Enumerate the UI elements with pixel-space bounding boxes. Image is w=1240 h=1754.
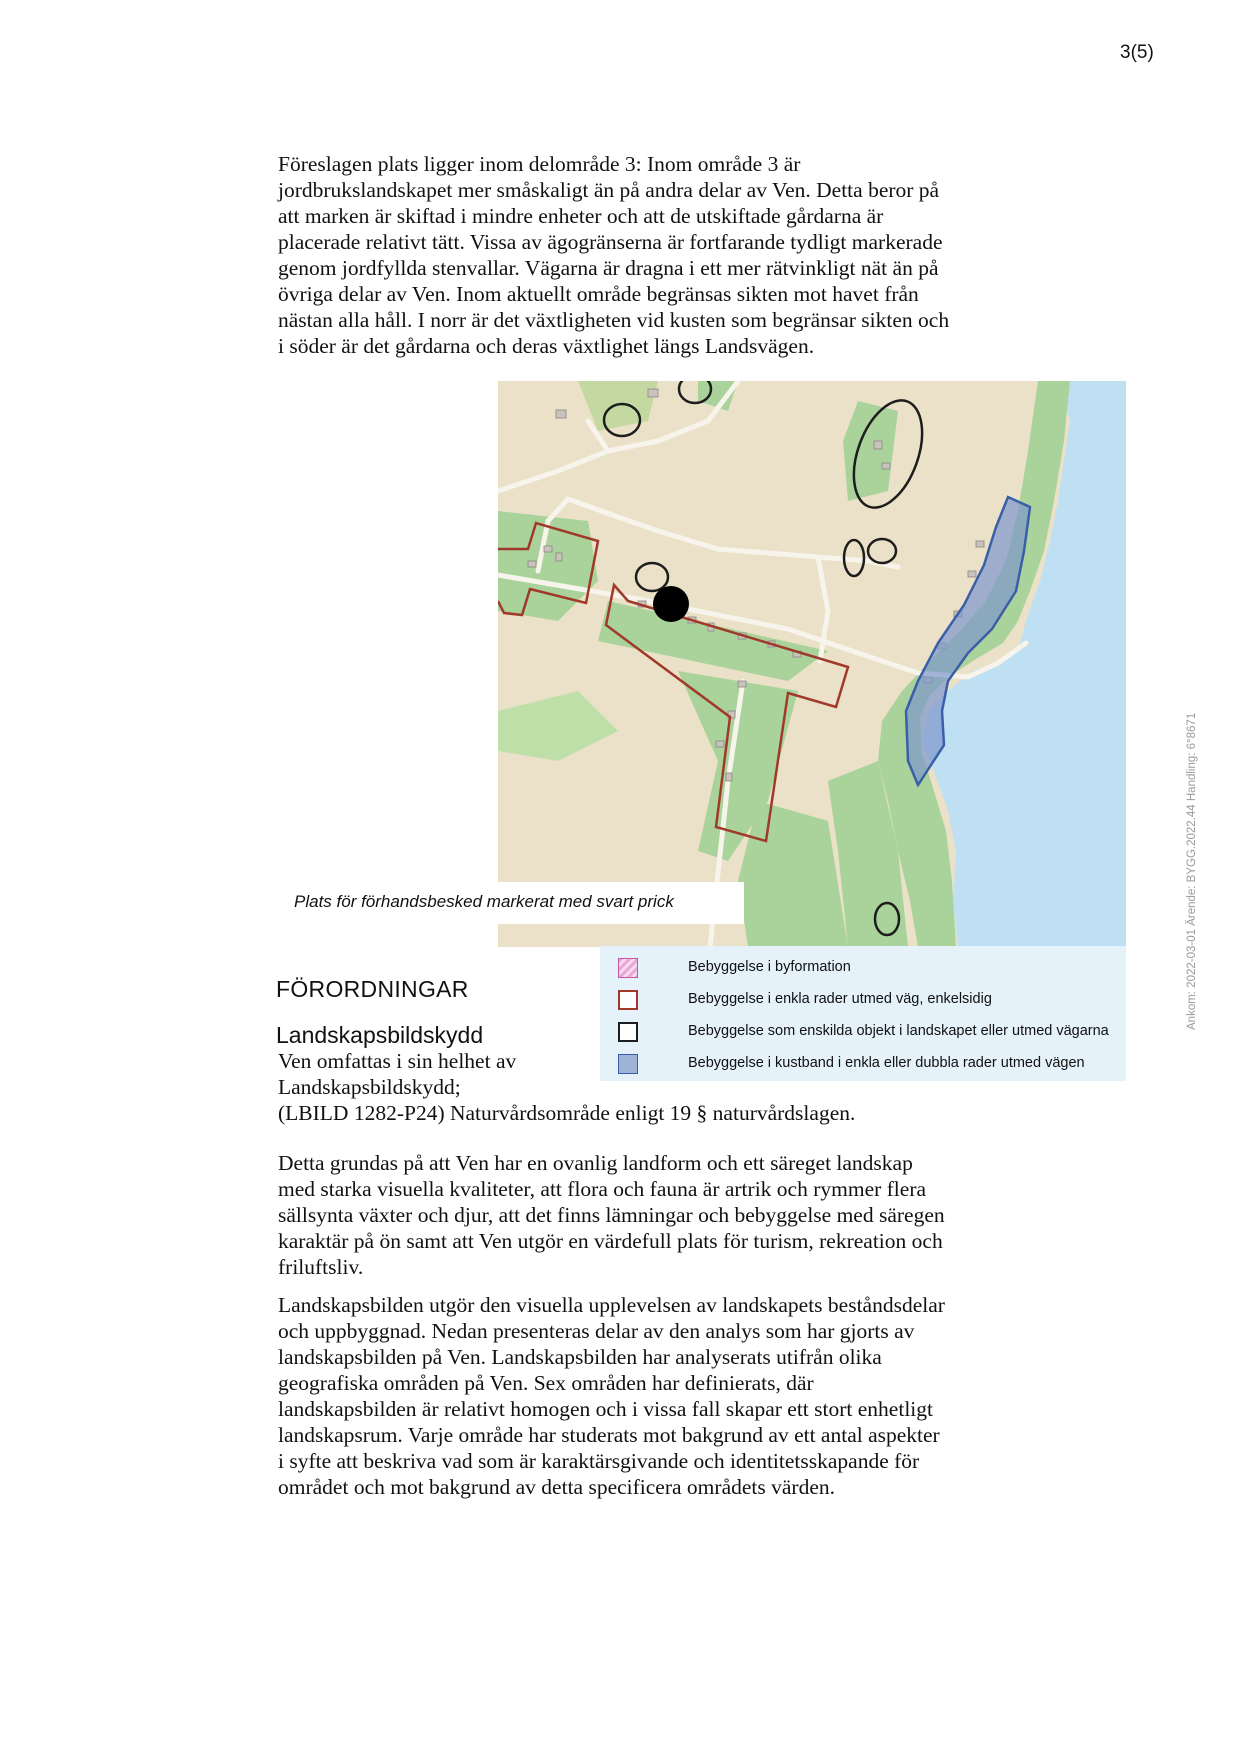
- legend-label: Bebyggelse i enkla rader utmed väg, enkelsidig: [688, 991, 992, 1007]
- legend-label: Bebyggelse som enskilda objekt i landskapet eller utmed vägarna: [688, 1023, 1109, 1039]
- section-heading-forordningar: FÖRORDNINGAR: [276, 976, 469, 1002]
- map-building: [716, 741, 724, 747]
- map-building: [874, 441, 882, 449]
- map-building: [556, 410, 566, 418]
- text-line: i söder är det gårdarna och deras växtlighet längs Landsvägen.: [278, 334, 815, 358]
- site-marker: [653, 586, 689, 622]
- text-line: Ven omfattas i sin helhet av: [278, 1049, 517, 1073]
- text-line: Detta grundas på att Ven har en ovanlig landform och ett säreget landskap: [278, 1151, 913, 1175]
- text-line: landskapsbilden på Ven. Landskapsbilden har analyserats utifrån olika: [278, 1345, 882, 1369]
- legend-item-enskilda-objekt: [600, 1020, 1126, 1046]
- legend-label: Bebyggelse i byformation: [688, 959, 851, 975]
- enskilda-objekt-swatch: [618, 1022, 638, 1042]
- text-line: området och mot bakgrund av detta specificera områdets värden.: [278, 1475, 835, 1499]
- text-line: jordbrukslandskapet mer småskaligt än på andra delar av Ven. Detta beror på: [278, 178, 940, 202]
- paragraph-3: [278, 1292, 1078, 1500]
- byformation-swatch: [618, 958, 638, 978]
- text-line: (LBILD 1282-P24) Naturvårdsområde enligt 19 § naturvårdslagen.: [278, 1101, 856, 1125]
- map-building: [528, 561, 536, 567]
- subheading-landskapsbildskydd: Landskapsbildskydd: [276, 1022, 484, 1048]
- map-building: [976, 541, 984, 547]
- map-caption-box: [282, 882, 744, 924]
- map-building: [648, 389, 658, 397]
- text-line: övriga delar av Ven. Inom aktuellt område begränsas sikten mot havet från: [278, 282, 919, 306]
- text-line: med starka visuella kvaliteter, att flora och fauna är artrik och rymmer flera: [278, 1177, 927, 1201]
- legend-item-byformation: [600, 956, 1126, 982]
- map-building: [556, 553, 562, 561]
- text-line: friluftsliv.: [278, 1255, 364, 1279]
- map-building: [726, 773, 732, 781]
- text-line: Landskapsbildskydd;: [278, 1075, 461, 1099]
- text-line: sällsynta växter och djur, att det finns lämningar och bebyggelse med säregen: [278, 1203, 945, 1227]
- legend-label: Bebyggelse i kustband i enkla eller dubbla rader utmed vägen: [688, 1055, 1085, 1071]
- enkla-rader-swatch: [618, 990, 638, 1010]
- text-line: och uppbyggnad. Nedan presenteras delar av den analys som har gjorts av: [278, 1319, 915, 1343]
- text-line: i syfte att beskriva vad som är karaktärsgivande och identitetsskapande för: [278, 1449, 920, 1473]
- paragraph-2: [278, 1150, 1078, 1280]
- landscape-map: [498, 381, 1126, 947]
- receipt-stamp: Ankom: 2022-03-01 Ärende: BYGG.2022.44 Handling: 6°8671: [1186, 712, 1198, 1030]
- map-building: [738, 681, 746, 687]
- text-line: att marken är skiftad i mindre enheter och att de utskiftade gårdarna är: [278, 204, 884, 228]
- text-line: nästan alla håll. I norr är det växtligheten vid kusten som begränsar sikten och: [278, 308, 950, 332]
- page-number: 3(5): [1120, 42, 1154, 63]
- text-line: landskapsrum. Varje område har studerats mot bakgrund av ett antal aspekter: [278, 1423, 940, 1447]
- text-line: placerade relativt tätt. Vissa av ägogränserna är fortfarande tydligt markerade: [278, 230, 943, 254]
- text-line: landskapsbilden är relativt homogen och i vissa fall skapar ett stort enhetligt: [278, 1397, 933, 1421]
- text-line: genom jordfyllda stenvallar. Vägarna är dragna i ett mer rätvinkligt nät än på: [278, 256, 939, 280]
- text-line: Föreslagen plats ligger inom delområde 3: Inom område 3 är: [278, 152, 801, 176]
- map-building: [968, 571, 976, 577]
- text-line: Landskapsbilden utgör den visuella upplevelsen av landskapets beståndsdelar: [278, 1293, 945, 1317]
- text-line: geografiska områden på Ven. Sex områden har definierats, där: [278, 1371, 814, 1395]
- intro-paragraph: [278, 151, 1078, 359]
- ven-paragraph: [278, 1048, 855, 1126]
- legend-item-enkla-rader: [600, 988, 1126, 1014]
- map-building: [544, 546, 552, 552]
- text-line: karaktär på ön samt att Ven utgör en värdefull plats för turism, rekreation och: [278, 1229, 943, 1253]
- map-building: [882, 463, 890, 469]
- map-caption: Plats för förhandsbesked markerat med svart prick: [294, 892, 674, 911]
